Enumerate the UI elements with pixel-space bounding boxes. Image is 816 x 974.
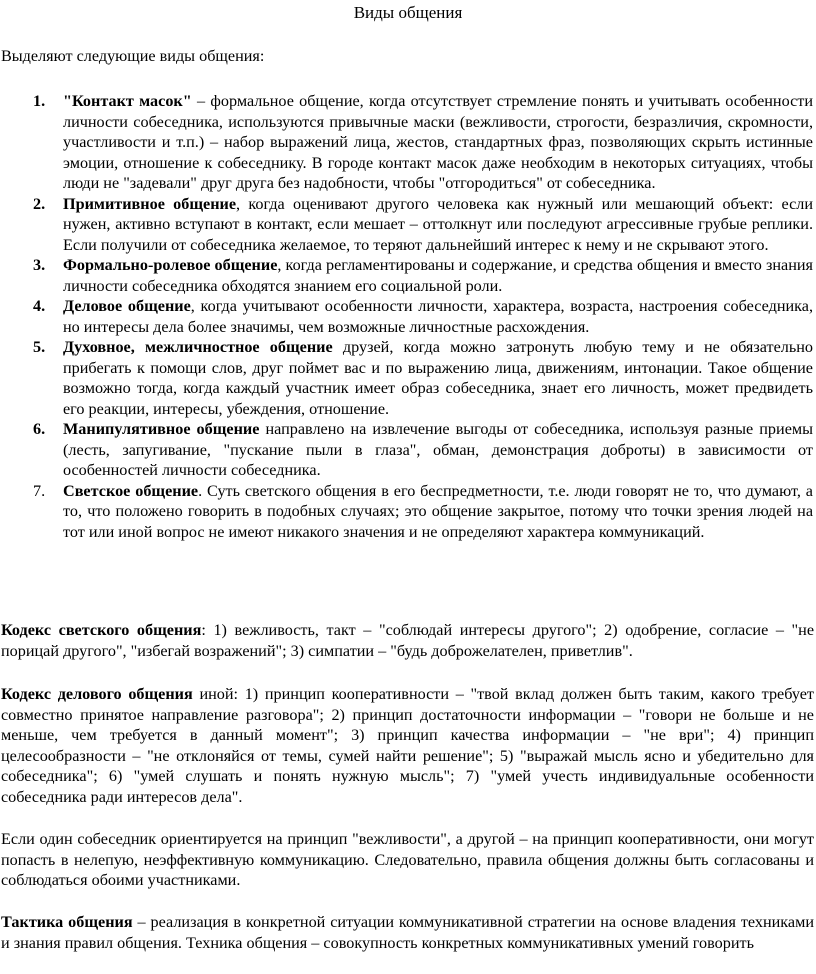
secular-code-text: : 1) вежливость, такт – "соблюдай интересы другого"; 2) одобрение, согласие – "не порицай другого", "избегай возражений"; 3) симпатии – "будь доброжелателен, приветлив". <box>1 621 814 660</box>
list-item-term: Духовное, межличностное общение <box>63 338 333 356</box>
business-code-paragraph <box>1 684 814 807</box>
list-item-term: Примитивное общение <box>63 194 237 213</box>
list-item <box>0 337 816 419</box>
list-item-number: 5. <box>33 338 46 356</box>
list-item-description: , когда регламентированы и содержание, и средства общения и вместо знания личности собеседника обходятся знанием его социальной роли. <box>63 256 813 295</box>
secular-code-paragraph <box>1 620 814 661</box>
list-item-text <box>63 419 813 481</box>
list-item-description: – формальное общение, когда отсутствует стремление понять и учитывать особенности личности собеседника, используются привычные маски (вежливости, строгости, безразличия, скромности, участливости и т.п.) – набор выражений лица, жестов, стандартных фраз, позволяющих скрыть истинные эмоции, отношение к собеседнику. В городе контакт масок даже необходим в некоторых ситуациях, чтобы люди не "задевали" друг друга без надобности, чтобы "отгородиться" от собеседника. <box>63 92 813 192</box>
list-item-description: друзей, когда можно затронуть любую тему и не обязательно прибегать к помощи слов, друг поймет вас и по выражению лица, движениям, интонации. Такое общение возможно тогда, когда каждый участник имеет образ собеседника, знает его личность, может предвидеть его реакции, интересы, убеждения, отношение. <box>63 338 813 418</box>
business-code-term: Кодекс делового общения <box>1 685 193 703</box>
list-item-text <box>63 296 813 337</box>
list-item-description: направлено на извлечение выгоды от собеседника, используя разные приемы (лесть, запугивание, "пускание пыли в глаза", обман, демонстрация доброты) в зависимости от особенностей личности собеседника. <box>63 420 813 479</box>
list-item-number: 6. <box>33 420 46 438</box>
list-item <box>0 419 816 481</box>
business-code-text: иной: 1) принцип кооперативности – "твой вклад должен быть таким, какого требует совместно принятое направление разговора"; 2) принцип достаточности информации – "говори не больше и не меньше, чем требуется в данный момент"; 3) принцип качества информации – "не ври"; 4) принцип целесообразности – "не отклоняйся от темы, сумей найти решение"; 5) "выражай мысль ясно и убедительно для собеседника"; 6) "умей слушать и понять нужную мысль"; 7) "умей учесть индивидуальные особенности собеседника ради интересов дела". <box>1 685 814 806</box>
list-item-term: "Контакт масок" <box>63 92 192 110</box>
list-item-number: 7. <box>33 481 46 500</box>
tactics-text: – реализация в конкретной ситуации коммуникативной стратегии на основе владения техниками и знания правил общения. Техника общения – совокупность конкретных коммуникативных умений говорить <box>1 913 815 952</box>
list-item-text <box>63 91 813 194</box>
list-item-text <box>63 481 813 543</box>
tactics-term: Тактика общения <box>1 913 133 931</box>
list-item-term: Формально-ролевое общение <box>63 256 278 274</box>
list-item-description: . Суть светского общения в его беспредметности, т.е. люди говорят не то, что думают, а то, что положено говорить в подобных случаях; это общение закрытое, потому что точки зрения людей на тот или иной вопрос не имеют никакого значения и не определяют характера коммуникаций. <box>63 481 813 541</box>
note-paragraph: Если один собеседник ориентируется на принцип "вежливости", а другой – на принцип кооперативности, они могут попасть в нелепую, неэффективную коммуникацию. Следовательно, правила общения должны быть согласованы и соблюдаться обоими участниками. <box>1 830 814 889</box>
list-item-description: , когда учитывают особенности личности, характера, возраста, настроения собеседника, но интересы дела более значимы, чем возможные личностные расхождения. <box>63 297 813 336</box>
list-item-term: Манипулятивное общение <box>63 420 260 438</box>
tactics-paragraph <box>1 912 814 953</box>
secular-code-term: Кодекс светского общения <box>1 621 202 639</box>
list-item-text <box>63 255 813 296</box>
list-item-description: , когда оценивают другого человека как нужный или мешающий объект: если нужен, активно вступают в контакт, если мешает – оттолкнут или последуют агрессивные грубые реплики. Если получили от собеседника желаемое, то теряют дальнейший интерес к нему и не скрывают этого. <box>63 194 814 254</box>
list-item-text <box>63 194 813 256</box>
list-item-number: 1. <box>33 92 46 110</box>
list-item-number: 3. <box>33 256 46 274</box>
list-item-number: 2. <box>33 194 46 213</box>
list-item <box>0 481 816 543</box>
list-item <box>0 296 816 337</box>
list-item <box>0 255 816 296</box>
list-item <box>0 91 816 194</box>
list-item-text <box>63 337 813 419</box>
list-item-term: Деловое общение <box>63 297 191 315</box>
page-title: Виды общения <box>353 3 463 22</box>
intro-text: Выделяют следующие виды общения: <box>1 47 265 65</box>
list-item-term: Светское общение <box>63 481 199 500</box>
list-item-number: 4. <box>33 297 46 315</box>
list-item <box>0 194 816 256</box>
communication-types-list <box>0 91 816 542</box>
